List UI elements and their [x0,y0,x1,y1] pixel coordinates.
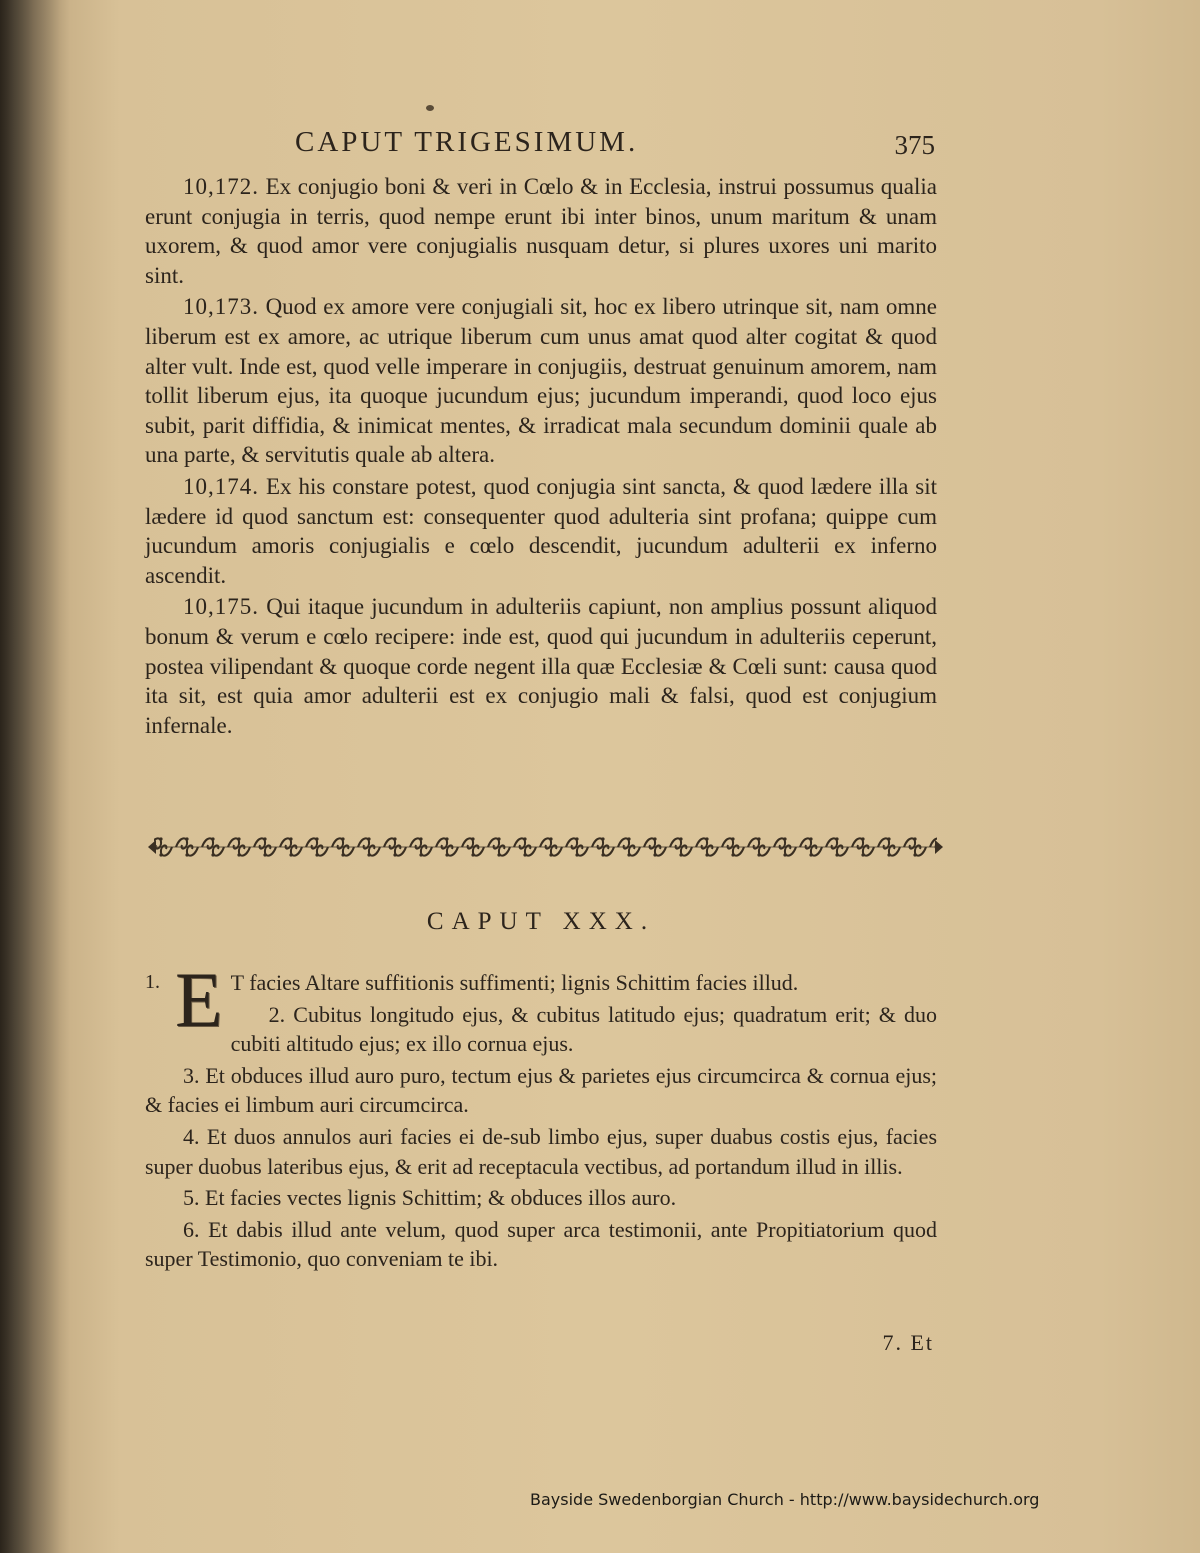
page-number: 375 [894,130,935,160]
page-body [145,120,937,742]
verse-text: Et duos annulos auri facies ei de-sub limbo ejus, super duabus costis ejus, facies super duobus lateribus ejus, & erit ad receptacula vectibus, ad portandum illud in illis. [145,1123,937,1179]
catchword: 7. Et [882,1330,934,1355]
verse-text: Et obduces illud auro puro, tectum ejus & parietes ejus circumcirca & cornua ejus; & facies ei limbum auri circumcirca. [145,1062,937,1118]
paragraph-text: Qui itaque jucundum in adulteriis capiunt, non amplius possunt aliquod bonum & verum e cœlo recipere: inde est, quod qui jucundum in adulteriis ceperunt, postea vilipendant & quoque corde negent illa quæ Ecclesiæ & Cœli sunt: causa quod ita sit, est quia amor adulterii est ex conjugio mali & falsi, quod est conjugium infernale. [145,594,937,738]
chapter-heading: CAPUT XXX. [426,908,656,935]
verse [145,1061,937,1120]
paragraph-number: 10,173. [183,294,259,320]
verse-number: 2. [268,1001,286,1027]
verse-text: T facies Altare suffitionis suffimenti; lignis Schittim facies illud. [230,970,799,995]
ornamental-border [148,830,943,864]
verse-number: 4. [183,1123,200,1149]
drop-capital: E [175,956,223,1043]
verse [145,1000,937,1059]
verse-text: Cubitus longitudo ejus, & cubitus latitudo ejus; quadratum erit; & duo cubiti altitudo ejus; ex illo cornua ejus. [230,1001,938,1057]
verse-number: 5. [183,1185,200,1211]
verse-number: 1. [145,971,160,993]
paragraph-number: 10,174. [183,473,259,499]
paragraph-number: 10,175. [183,594,259,620]
verse-text: Et dabis illud ante velum, quod super arca testimonii, ante Propitiatorium quod super Testimonio, quo conveniam te ibi. [145,1216,937,1272]
paragraph [145,292,937,470]
paragraph-text: Ex conjugio boni & veri in Cœlo & in Ecclesia, instrui possumus qualia erunt conjugia in terris, quod nempe erunt ibi inter binos, unum maritum & unam uxorem, & quod amor vere conjugialis nusquam detur, si plures uxores uni marito sint. [145,174,938,288]
book-gutter-shadow [0,0,70,1553]
verse [145,1122,937,1181]
paragraph [145,472,937,590]
paragraph-text: Ex his constare potest, quod conjugia sint sancta, & quod lædere illa sit lædere id quod sanctum est: consequenter quod adulteria sint profana; quippe cum jucundum amoris conjugialis e cœlo descendit, jucundum adulterii ex inferno ascendit. [145,473,937,588]
verse-list [145,956,938,1276]
verse [145,1183,937,1213]
ink-smudge [426,105,434,111]
running-title: CAPUT TRIGESIMUM. [295,126,639,158]
verse [145,1215,937,1274]
paragraph-text: Quod ex amore vere conjugiali sit, hoc ex libero utrinque sit, nam omne liberum est ex amore, ac utrique liberum cum unus amat quod alter cogitat & quod alter vult. Inde est, quod velle imperare in conjugiis, destruat genuinum amorem, nam tollit liberum ejus, ita quoque jucundum ejus; jucundum imperandi, quod loco ejus subit, parit diffidia, & inimicat mentes, & irradicat mala secundum dominii quale ab una parte, & servitutis quale ab altera. [145,294,937,468]
paragraph [145,172,937,290]
paragraph-number: 10,172. [183,174,259,199]
verse-number: 6. [183,1216,200,1242]
running-head [145,120,937,172]
verse-number: 3. [183,1062,200,1088]
paragraph [145,592,937,740]
website-credit: Bayside Swedenborgian Church - http://www.baysidechurch.org [530,1490,1040,1509]
verse-text: Et facies vectes lignis Schittim; & obduces illos auro. [205,1185,677,1211]
